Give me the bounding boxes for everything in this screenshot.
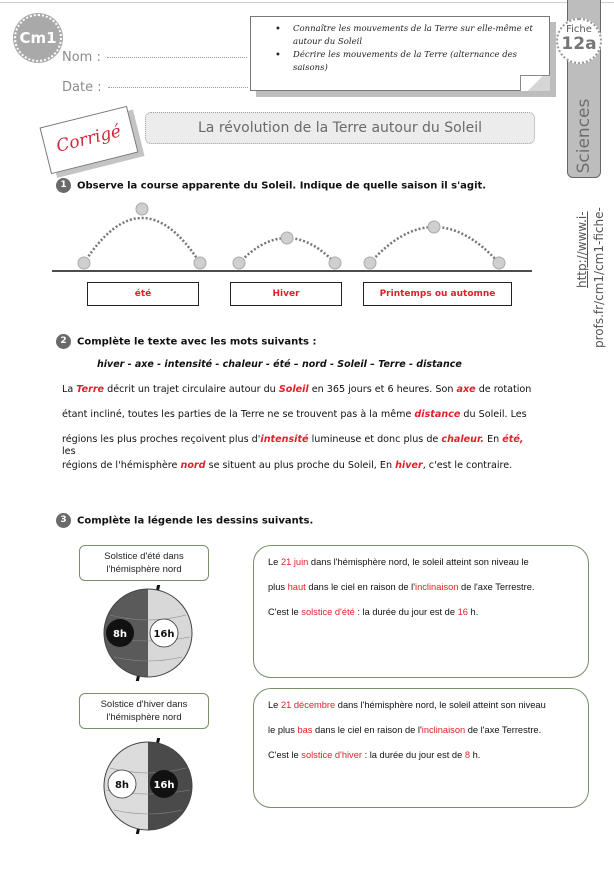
section-number-badge: 2 — [56, 334, 71, 349]
info-paragraph: C'est le solstice d'hiver : la durée du jour est de 8 h. — [268, 750, 481, 760]
answer-word: solstice d'été — [301, 607, 355, 617]
answer-word: 16 — [457, 607, 468, 617]
section-3-instruction: Complète la légende les dessins suivants. — [77, 515, 314, 527]
name-field[interactable] — [62, 50, 247, 65]
url-line-1[interactable]: http://www.i- — [575, 211, 589, 288]
url-line-2[interactable]: profs.fr/cm1/cm1-fiche- — [592, 207, 606, 348]
sun-icon — [281, 232, 293, 244]
answer-word: solstice d'hiver — [301, 750, 362, 760]
answer-word: Soleil — [278, 384, 309, 395]
fill-text-line: La Terre décrit un trajet circulaire autour du Soleil en 365 jours et 6 heures. Son axe de rotation — [62, 384, 532, 395]
answer-word: 21 juin — [280, 557, 309, 567]
section-1-instruction: Observe la course apparente du Soleil. Indique de quelle saison il s'agit. — [77, 180, 487, 192]
info-paragraph: le plus bas dans le ciel en raison de l'inclinaison de l'axe Terrestre. — [268, 725, 542, 735]
answer-box-spring-autumn[interactable]: Printemps ou automne — [363, 282, 512, 306]
info-paragraph: C'est le solstice d'été : la durée du jour est de 16 h. — [268, 607, 479, 617]
name-label: Nom : — [62, 50, 101, 65]
sun-icon — [78, 257, 90, 269]
sheet-number: 12a — [561, 34, 597, 54]
date-dotted-line[interactable] — [108, 87, 248, 88]
date-label: Date : — [62, 80, 102, 95]
legend-box-summer: Solstice d'été dans l'hémisphère nord — [79, 545, 209, 581]
day-hours-label: 16h — [153, 629, 175, 640]
objective-item: • Connaître les mouvements de la Terre sur elle-même et autour du Soleil — [275, 23, 539, 49]
sun-icon — [136, 203, 148, 215]
sun-icon — [194, 257, 206, 269]
page-fold-icon — [520, 75, 550, 91]
answer-word: 21 décembre — [280, 700, 336, 710]
section-2-heading — [56, 334, 317, 349]
date-field[interactable] — [62, 80, 248, 95]
answer-word: été, — [502, 434, 524, 445]
info-paragraph: Le 21 juin dans l'hémisphère nord, le soleil atteint son niveau le — [268, 557, 529, 567]
sun-path-diagram — [52, 195, 532, 275]
sun-icon — [428, 221, 440, 233]
info-box-summer — [253, 545, 589, 678]
section-number-badge: 3 — [56, 513, 71, 528]
legend-box-winter: Solstice d'hiver dans l'hémisphère nord — [79, 693, 209, 729]
day-hours-label: 8h — [114, 780, 130, 791]
answer-box-summer[interactable]: été — [87, 282, 199, 306]
info-paragraph: plus haut dans le ciel en raison de l'inclinaison de l'axe Terrestre. — [268, 582, 535, 592]
answer-word: inclinaison — [415, 582, 459, 592]
answer-word: axe — [456, 384, 476, 395]
answer-word: nord — [180, 460, 206, 471]
answer-word: hiver — [395, 460, 423, 471]
word-bank: hiver - axe - intensité - chaleur - été – nord - Soleil – Terre - distance — [97, 359, 462, 370]
section-3-heading — [56, 513, 313, 528]
sun-icon — [329, 257, 341, 269]
fill-text-line: régions les plus proches reçoivent plus d'intensité lumineuse et donc plus de chaleur. En été, les — [62, 434, 524, 457]
answer-word: intensité — [260, 434, 309, 445]
section-2-instruction: Complète le texte avec les mots suivants : — [77, 336, 317, 348]
answer-word: haut — [287, 582, 306, 592]
sheet-badge — [556, 18, 602, 64]
answer-word: Terre — [76, 384, 105, 395]
source-url[interactable] — [572, 200, 612, 350]
page-title: La révolution de la Terre autour du Soleil — [145, 112, 535, 144]
objectives-note — [250, 16, 550, 91]
objective-item: • Décrire les mouvements de la Terre (alternance des saisons) — [275, 49, 539, 75]
top-rule — [0, 2, 614, 3]
night-hours-label: 16h — [153, 780, 175, 791]
night-hours-label: 8h — [112, 629, 128, 640]
globe-summer-icon — [100, 585, 196, 681]
info-paragraph: Le 21 décembre dans l'hémisphère nord, le soleil atteint son niveau — [268, 700, 546, 710]
sheet-label: Fiche — [566, 24, 592, 35]
fill-text-line: régions de l'hémisphère nord se situent au plus proche du Soleil, En hiver, c'est le contraire. — [62, 460, 513, 471]
answer-word: 8 — [464, 750, 471, 760]
answer-word: chaleur. — [441, 434, 485, 445]
answer-word: inclinaison — [421, 725, 466, 735]
corrige-stamp: Corrigé — [40, 106, 139, 174]
answer-word: distance — [414, 409, 461, 420]
summer-sun-path — [84, 218, 200, 263]
name-dotted-line[interactable] — [107, 57, 247, 58]
answer-word: bas — [297, 725, 313, 735]
level-badge: Cm1 — [14, 14, 62, 62]
answer-box-winter[interactable]: Hiver — [230, 282, 342, 306]
globe-winter-icon — [100, 738, 196, 834]
info-box-winter — [253, 688, 589, 808]
fill-text-line: étant incliné, toutes les parties de la Terre ne se trouvent pas à la même distance du Soleil. Les — [62, 409, 527, 420]
section-number-badge: 1 — [56, 178, 71, 193]
section-1-heading — [56, 178, 486, 193]
sun-icon — [364, 257, 376, 269]
sun-icon — [493, 257, 505, 269]
sun-icon — [233, 257, 245, 269]
subject-label: Sciences — [574, 98, 594, 174]
